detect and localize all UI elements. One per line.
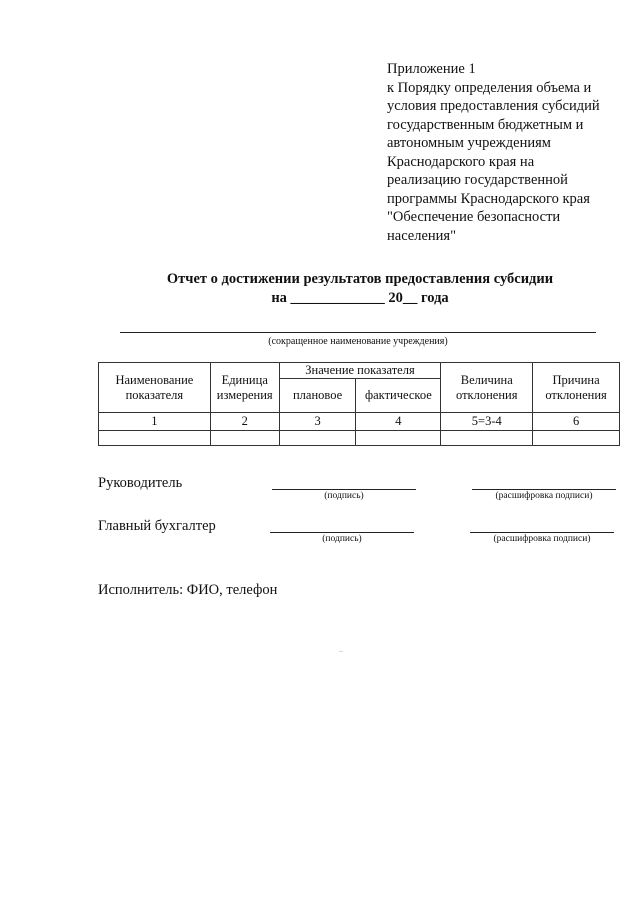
table-row <box>99 413 620 431</box>
accountant-signature-caption: (подпись) <box>322 534 362 544</box>
report-title-line1: Отчет о достижении результатов предоставления субсидии <box>166 271 554 287</box>
head-signature-caption: (подпись) <box>324 491 364 501</box>
head-label: Руководитель <box>98 475 183 491</box>
number-cell: 1 <box>99 413 211 431</box>
appendix-line: населения" <box>387 227 457 244</box>
table-row <box>99 431 620 446</box>
appendix-line: к Порядку определения объема и <box>387 79 592 96</box>
executor-line: Исполнитель: ФИО, телефон <box>98 582 278 598</box>
appendix-line: автономным учреждениям <box>387 135 551 151</box>
accountant-signature-line[interactable] <box>270 532 414 533</box>
institution-name-caption: (сокращенное наименование учреждения) <box>268 336 448 347</box>
header-name: Наименование показателя <box>99 363 211 413</box>
report-title <box>60 270 639 308</box>
empty-cell[interactable] <box>99 431 211 446</box>
number-cell: 3 <box>279 413 356 431</box>
header-unit: Единица измерения <box>210 363 279 413</box>
appendix-line: реализацию государственной <box>387 172 568 188</box>
number-cell: 4 <box>356 413 441 431</box>
report-title-line2: на _____________ 20__ года <box>271 290 449 306</box>
header-reason: Причина отклонения <box>533 363 620 413</box>
empty-cell[interactable] <box>210 431 279 446</box>
appendix-line: "Обеспечение безопасности <box>387 209 561 225</box>
head-decoding-line[interactable] <box>472 489 616 490</box>
head-decoding-caption: (расшифровка подписи) <box>495 491 593 501</box>
head-signature-line[interactable] <box>272 489 416 490</box>
empty-cell[interactable] <box>356 431 441 446</box>
header-actual: фактическое <box>356 379 441 413</box>
appendix-line: программы Краснодарского края <box>387 190 590 207</box>
number-cell: 5=3-4 <box>441 413 533 431</box>
header-deviation: Величина отклонения <box>441 363 533 413</box>
appendix-line: государственным бюджетным и <box>387 116 584 133</box>
appendix-line: условия предоставления субсидий <box>387 98 600 114</box>
empty-cell[interactable] <box>533 431 620 446</box>
report-table <box>98 362 620 446</box>
institution-name-line <box>120 332 596 333</box>
accountant-label: Главный бухгалтер <box>98 518 216 534</box>
empty-cell[interactable] <box>441 431 533 446</box>
header-planned: плановое <box>279 379 356 413</box>
number-cell: 6 <box>533 413 620 431</box>
appendix-block <box>387 60 627 245</box>
header-value-group: Значение показателя <box>279 363 441 379</box>
accountant-decoding-line[interactable] <box>470 532 614 533</box>
appendix-line: Краснодарского края на <box>387 153 535 170</box>
accountant-decoding-caption: (расшифровка подписи) <box>493 534 591 544</box>
scan-dot <box>339 651 343 652</box>
empty-cell[interactable] <box>279 431 356 446</box>
number-cell: 2 <box>210 413 279 431</box>
appendix-line: Приложение 1 <box>387 61 476 77</box>
